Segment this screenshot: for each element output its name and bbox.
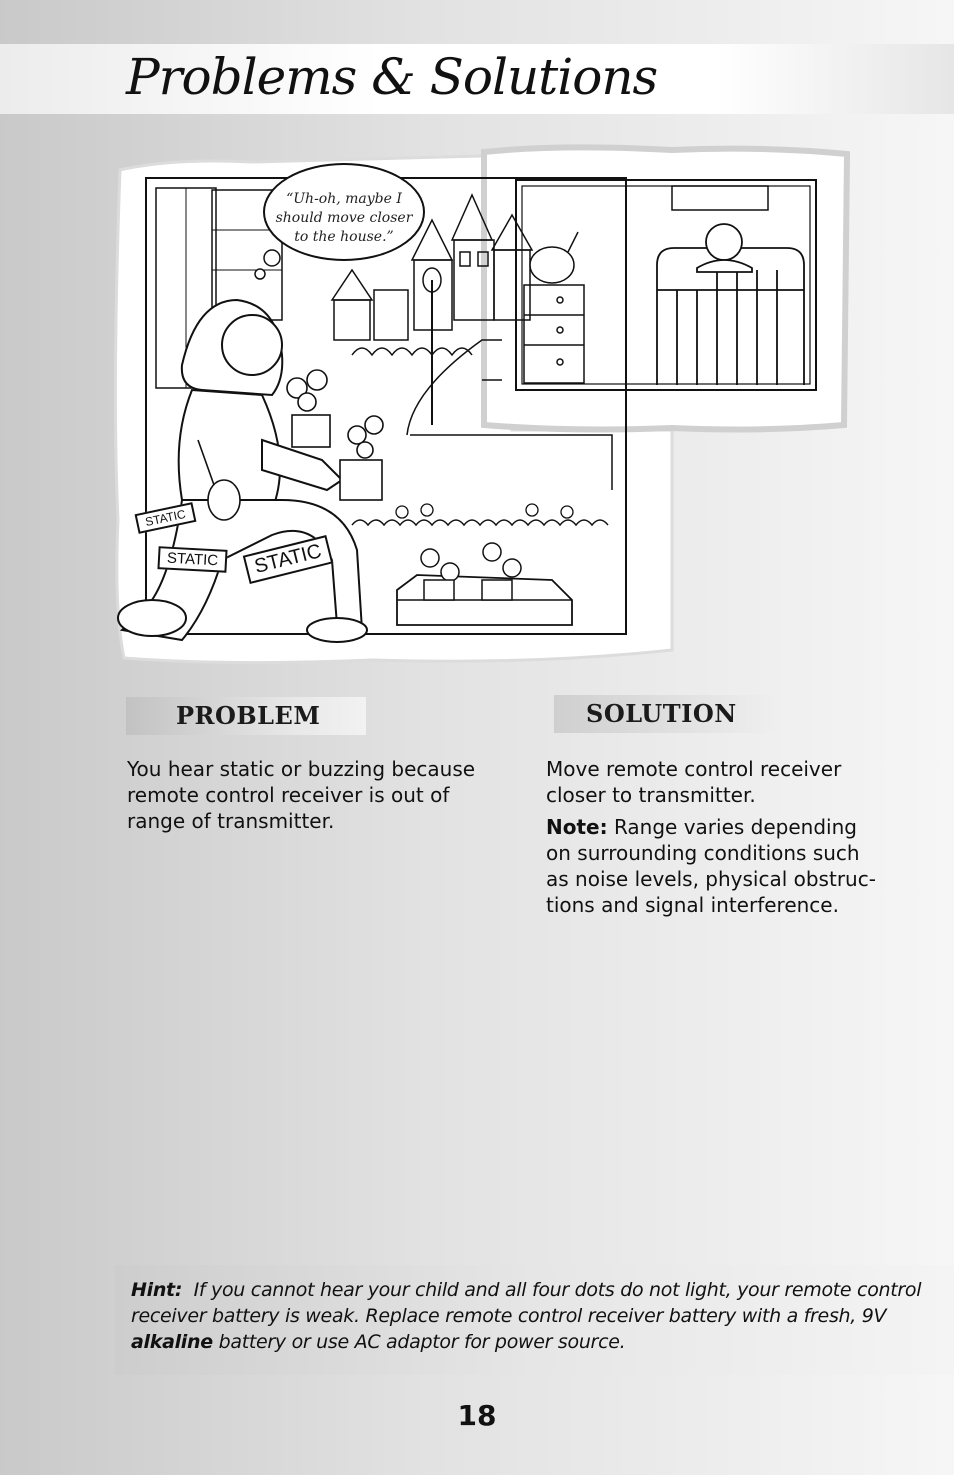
note-label: Note: — [546, 815, 608, 839]
hint-text-after: battery or use AC adaptor for power source. — [218, 1331, 626, 1353]
hint-emphasis: alkaline — [131, 1331, 213, 1353]
hint-label: Hint: — [131, 1279, 183, 1301]
hint-text-before: If you cannot hear your child and all four dots do not light, your remote control receiver battery is weak. Replace remote control receiver battery with a fresh, 9V — [131, 1279, 922, 1327]
illustration — [112, 140, 857, 675]
static-label: STATIC — [157, 546, 227, 573]
solution-text: Move remote control receiver closer to transmitter. — [546, 757, 842, 807]
page-number: 18 — [457, 1399, 497, 1432]
problem-text: You hear static or buzzing because remote control receiver is out of range of transmitter. — [127, 757, 476, 833]
speech-bubble-text: “Uh-oh, maybe I should move closer to the house.” — [275, 191, 413, 245]
hint-text — [131, 1277, 931, 1355]
page-title: Problems & Solutions — [126, 48, 658, 106]
note-text: Range varies depending on surrounding conditions such as noise levels, physical obstruc-tions and signal interference. — [546, 815, 876, 917]
solution-heading: SOLUTION — [554, 695, 784, 733]
solution-note — [546, 814, 881, 918]
static-label: STATIC — [243, 535, 334, 584]
problem-heading: PROBLEM — [126, 697, 366, 735]
static-label: STATIC — [135, 502, 197, 534]
